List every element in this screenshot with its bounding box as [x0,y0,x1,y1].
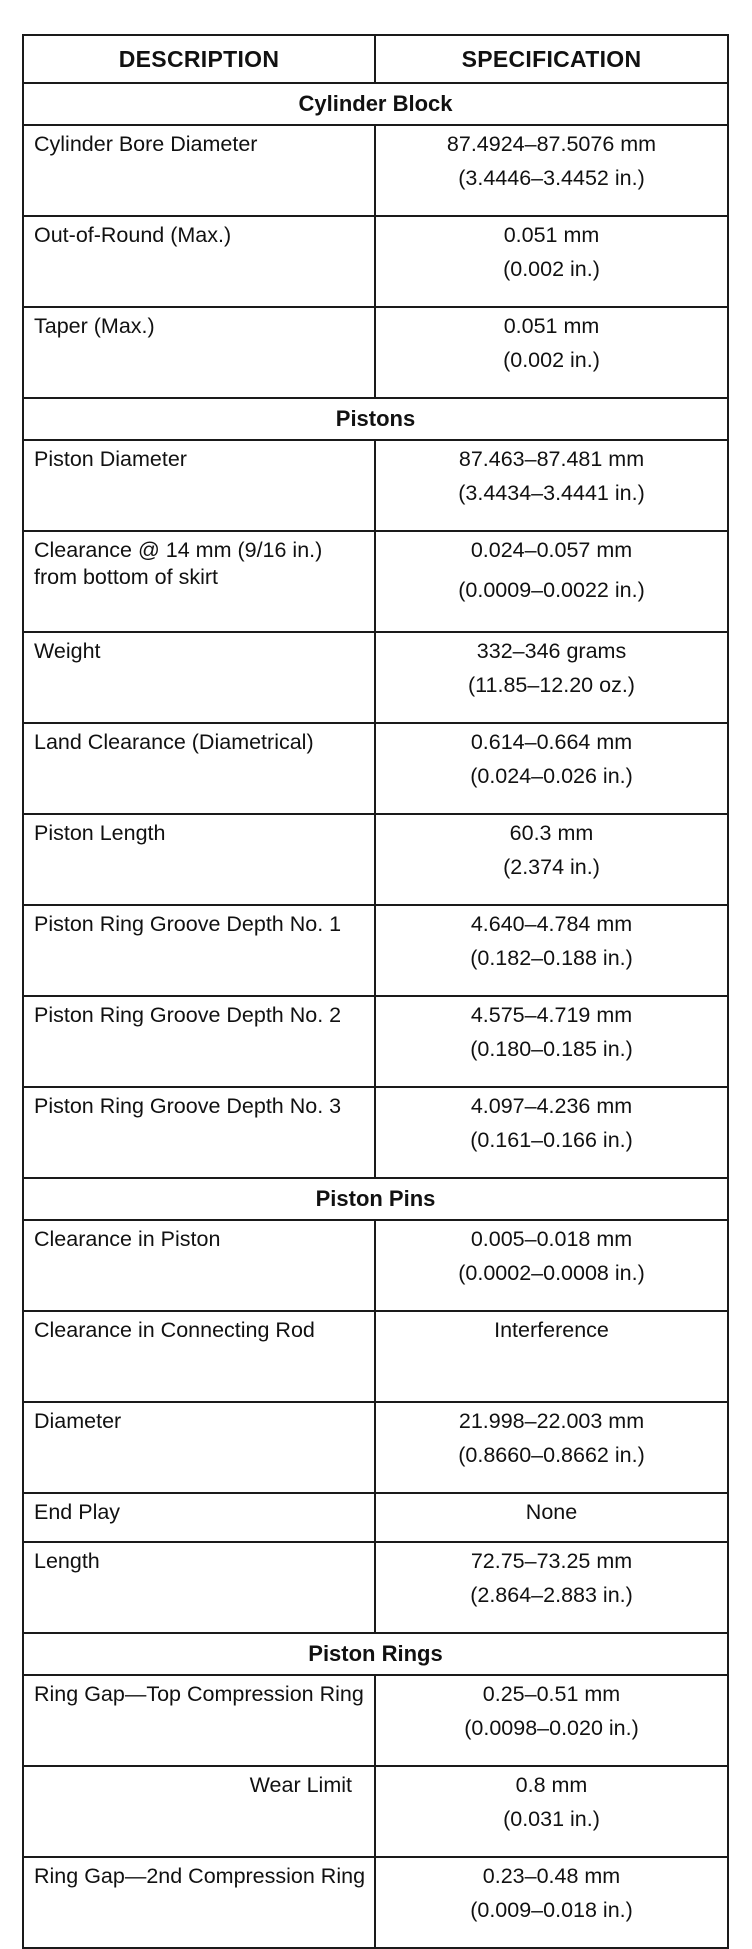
row-specification [375,216,728,307]
spec-metric: 87.4924–87.5076 mm [446,132,657,156]
table-row [23,632,728,723]
spec-metric: 332–346 grams [476,639,627,663]
spec-imperial: (0.180–0.185 in.) [470,1037,633,1061]
section-header-row [23,398,728,440]
row-description: Piston Length [23,814,375,905]
spec-metric: 0.25–0.51 mm [482,1682,621,1706]
row-specification [375,1493,728,1542]
row-specification [375,1402,728,1493]
row-specification [375,905,728,996]
spec-imperial: (0.024–0.026 in.) [470,764,633,788]
spec-metric: 0.23–0.48 mm [482,1864,621,1888]
row-description: Clearance @ 14 mm (9/16 in.) from bottom of skirt [23,531,375,632]
spec-metric: 87.463–87.481 mm [458,447,645,471]
row-description: Ring Gap—2nd Compression Ring [23,1857,375,1948]
spec-imperial: (3.4434–3.4441 in.) [458,481,645,505]
row-description: Wear Limit [23,1766,375,1857]
spec-metric: 0.8 mm [515,1773,588,1797]
spec-metric: 0.051 mm [503,314,600,338]
section-title-pistons: Pistons [23,398,728,440]
row-specification [375,814,728,905]
table-row [23,814,728,905]
specification-table [22,34,729,1949]
section-header-row [23,1178,728,1220]
row-description: Taper (Max.) [23,307,375,398]
spec-metric: 21.998–22.003 mm [458,1409,645,1433]
section-title-piston-rings: Piston Rings [23,1633,728,1675]
spec-metric: 4.575–4.719 mm [470,1003,633,1027]
row-description: Clearance in Piston [23,1220,375,1311]
row-specification [375,125,728,216]
row-specification [375,1220,728,1311]
row-description: Diameter [23,1402,375,1493]
section-header-row [23,1633,728,1675]
spec-metric: 0.051 mm [503,223,600,247]
spec-metric: 60.3 mm [509,821,594,845]
row-specification [375,1857,728,1948]
table-row [23,216,728,307]
table-row [23,905,728,996]
table-row [23,1675,728,1766]
row-specification [375,1311,728,1402]
spec-imperial: (0.0002–0.0008 in.) [458,1261,645,1285]
row-specification [375,440,728,531]
spec-imperial: (0.182–0.188 in.) [470,946,633,970]
table-row [23,1542,728,1633]
table-row [23,307,728,398]
row-description: Length [23,1542,375,1633]
section-title-piston-pins: Piston Pins [23,1178,728,1220]
spec-imperial: (3.4446–3.4452 in.) [458,166,645,190]
spec-metric: 0.024–0.057 mm [470,538,633,562]
row-description: Out-of-Round (Max.) [23,216,375,307]
row-description: Cylinder Bore Diameter [23,125,375,216]
spec-metric: 72.75–73.25 mm [470,1549,633,1573]
table-row [23,125,728,216]
spec-imperial: (0.0098–0.020 in.) [464,1716,639,1740]
spec-imperial: (0.8660–0.8662 in.) [458,1443,645,1467]
row-description: Clearance in Connecting Rod [23,1311,375,1402]
table-row [23,1766,728,1857]
row-specification [375,1766,728,1857]
spec-metric: 4.640–4.784 mm [470,912,633,936]
row-specification [375,307,728,398]
spec-imperial: (0.002 in.) [503,257,600,281]
spec-metric: 0.005–0.018 mm [470,1227,633,1251]
row-description: Ring Gap—Top Compression Ring [23,1675,375,1766]
description-column-header: DESCRIPTION [23,35,375,83]
specification-column-header: SPECIFICATION [375,35,728,83]
spec-imperial: (11.85–12.20 oz.) [468,673,635,697]
spec-imperial: (0.002 in.) [503,348,600,372]
spec-imperial: (2.374 in.) [503,855,600,879]
row-description: Piston Ring Groove Depth No. 1 [23,905,375,996]
table-row [23,1220,728,1311]
section-title-cylinder-block: Cylinder Block [23,83,728,125]
spec-imperial: (0.009–0.018 in.) [470,1898,633,1922]
row-description: Piston Ring Groove Depth No. 3 [23,1087,375,1178]
row-description: Land Clearance (Diametrical) [23,723,375,814]
spec-metric: Interference [494,1318,609,1342]
spec-imperial: (0.0009–0.0022 in.) [458,578,645,602]
row-specification [375,723,728,814]
table-row [23,1311,728,1402]
table-row [23,531,728,632]
row-specification [375,996,728,1087]
spec-imperial: (0.031 in.) [503,1807,600,1831]
row-description: Piston Ring Groove Depth No. 2 [23,996,375,1087]
row-specification [375,632,728,723]
spec-imperial: (0.161–0.166 in.) [470,1128,633,1152]
row-description: Piston Diameter [23,440,375,531]
table-row [23,723,728,814]
table-row [23,1857,728,1948]
row-description: Weight [23,632,375,723]
table-row [23,440,728,531]
table-row [23,1402,728,1493]
spec-imperial: (2.864–2.883 in.) [470,1583,633,1607]
spec-metric: 4.097–4.236 mm [470,1094,633,1118]
row-description: End Play [23,1493,375,1542]
table-row [23,1087,728,1178]
spec-metric: 0.614–0.664 mm [470,730,633,754]
row-specification [375,1542,728,1633]
row-specification [375,1675,728,1766]
table-header-row [23,35,728,83]
section-header-row [23,83,728,125]
spec-metric: None [525,1500,578,1524]
row-specification [375,531,728,632]
row-specification [375,1087,728,1178]
table-row [23,996,728,1087]
table-row [23,1493,728,1542]
